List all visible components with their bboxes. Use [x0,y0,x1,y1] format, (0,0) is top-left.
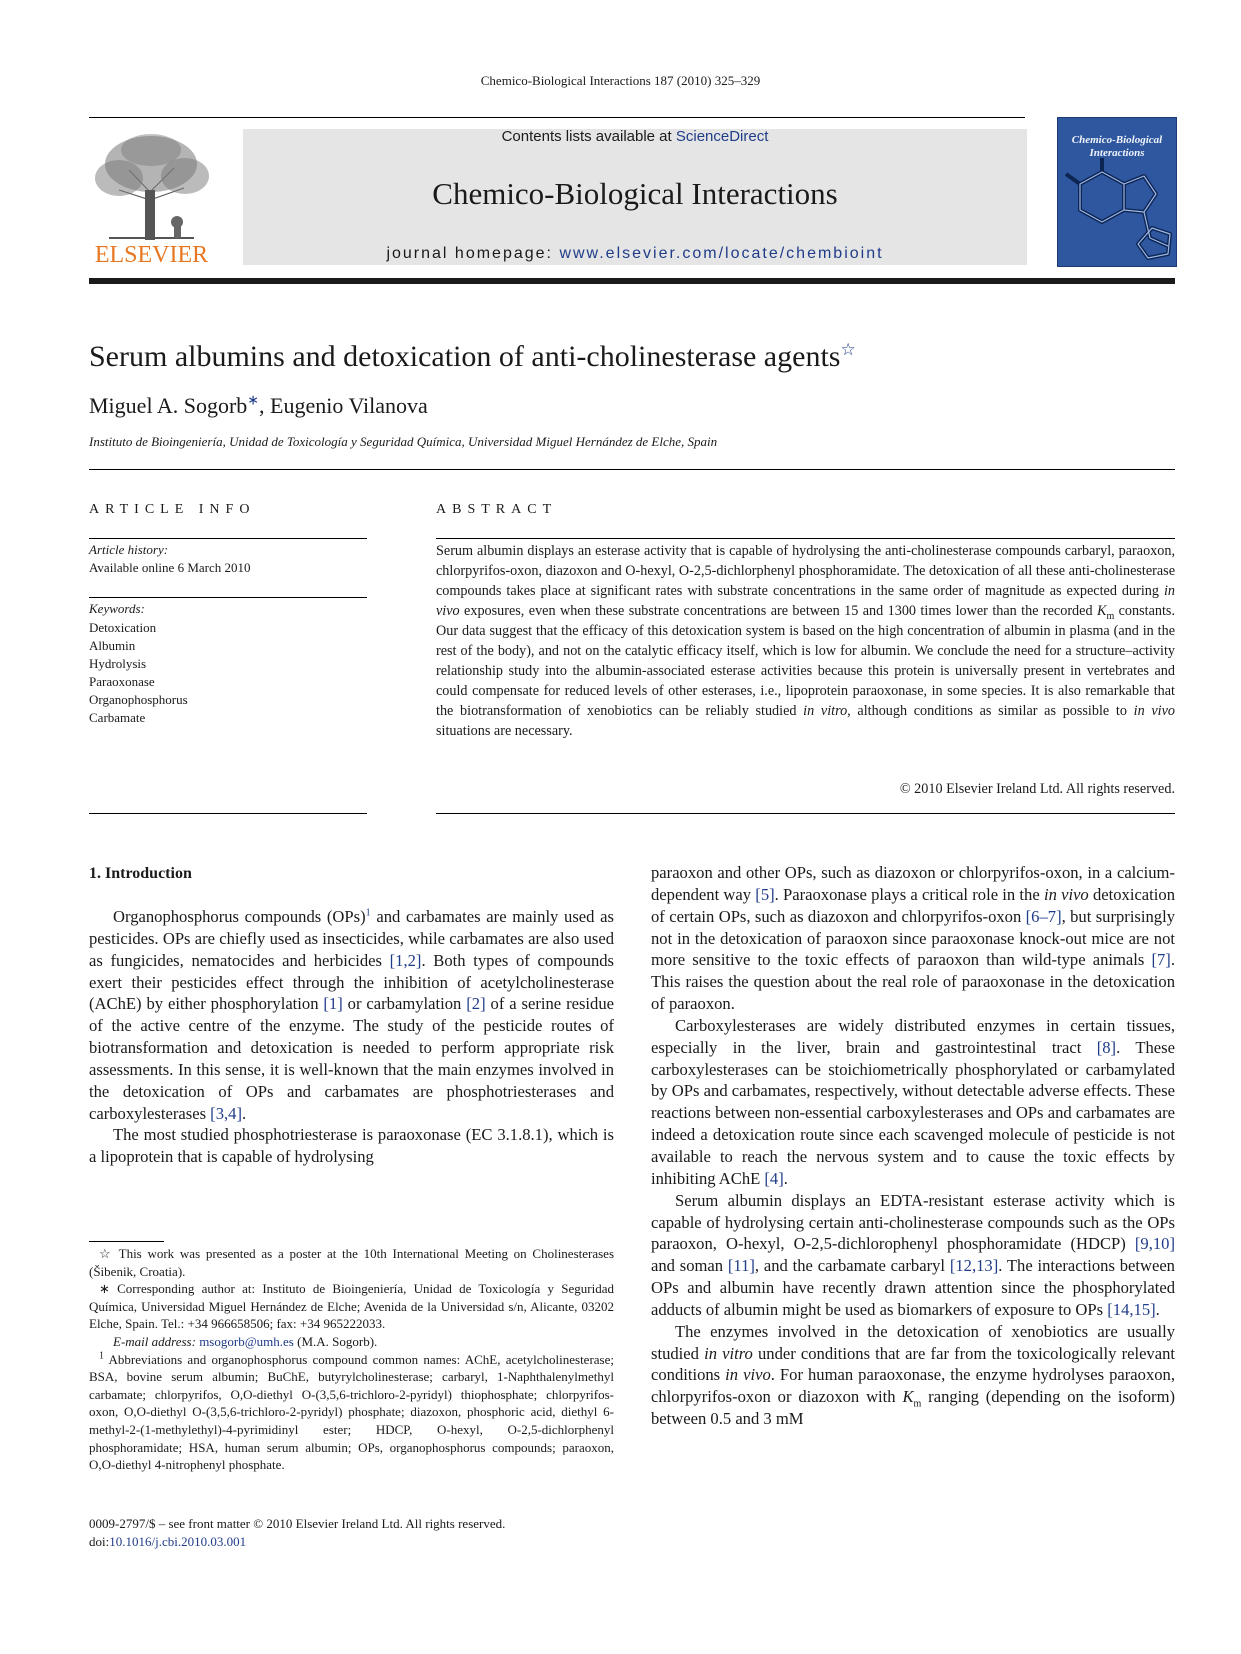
footnote-text: Corresponding author at: Instituto de Bioingeniería, Unidad de Toxicología y Seguridad Química, Universidad Miguel Hernández de Elche; Avenida de la Universidad s/n, Alicante, 03202 Elche, Spain. Tel.: +34 966658506; fax: +34 965222033. [89,1281,614,1332]
contents-line [243,128,1027,145]
citation-link[interactable]: [5] [755,884,775,904]
abstract-italic: in vivo [436,583,1175,619]
body-text: Carboxylesterases are widely distributed enzymes in certain tissues, especially in the liver, brain and gastrointestinal tract [651,1015,1175,1057]
author-2: Eugenio Vilanova [270,393,428,418]
footnote-ref[interactable]: 1 [365,907,371,919]
body-text: ranging (depending on the isoform) between 0.5 and 3 mM [651,1387,1176,1429]
body-text: . Both types of compounds exert their pesticides effect through the inhibition of acetylcholinesterase (AChE) by either phosphorylation [89,950,615,1014]
top-rule [89,117,1025,118]
body-text: and carbamates are mainly used as pesticides. OPs are chiefly used as insecticides, while carbamates are also used as fungicides, nematocides and herbicides [89,907,614,970]
keyword-item: Detoxication [89,620,157,635]
body-text: , but surprisingly not in the detoxication of paraoxon since paraoxonase knock-out mice are not more sensitive to the toxic effects of paraoxon than wild-type animals [651,906,1176,970]
citation-link[interactable]: [12,13] [949,1256,999,1276]
body-text: The enzymes involved in the detoxication of xenobiotics are usually studied [651,1321,1175,1363]
km-symbol: K [1096,603,1107,619]
article-info-heading: ARTICLE INFO [89,502,256,517]
title-footnote-star[interactable]: ☆ [840,340,856,359]
body-italic: in vivo [1043,884,1089,904]
front-matter-line: 0009-2797/$ – see front matter © 2010 Elsevier Ireland Ltd. All rights reserved. [89,1516,506,1531]
author-separator: , [259,393,271,418]
body-italic: in vivo [725,1365,771,1385]
body-text: Serum albumin displays an EDTA-resistant esterase activity which is capable of hydrolysing certain anti-cholinesterase compounds such as the OPs paraoxon, O-hexyl, O-2,5-dichlorophenyl phosphoramidate (HDCP) [651,1190,1175,1254]
footnote-rule [89,1241,164,1242]
citation-link[interactable]: [8] [1096,1037,1117,1057]
keyword-item: Paraoxonase [89,674,155,689]
keyword-item: Carbamate [89,710,146,725]
abstract-rule [436,538,1175,539]
email-link[interactable]: msogorb@umh.es [199,1333,294,1349]
corresponding-author-mark[interactable]: ∗ [247,393,260,409]
body-text: . [1155,1299,1160,1319]
citation-link[interactable]: [6–7] [1025,906,1062,926]
elsevier-logo[interactable] [89,130,214,272]
abstract-heading: ABSTRACT [436,502,558,517]
doi-label: doi: [89,1533,110,1549]
footnote-text: Abbreviations and organophosphorus compound common names: AChE, acetylcholinesterase; BSA, bovine serum albumin; BuChE, butyrylcholinesterase; carbaryl, 1-Naphthalenylmethyl carbamate; chlorpyrifos, O,O-diethyl O-(3,5,6-trichloro-2-pyridyl) thiophosphate; chlorpyrifos-oxon, O,O-diethyl O-(3,5,6-trichloro-2-pyridyl) phosphate; diazoxon, phosphoric acid, diethyl 6-methyl-2-(1-methylethyl)-4-pyrimidinyl ester; HDCP, O-hexyl, O-2,5-dichlorphenyl phosphoramidate; HSA, human serum albumin; OPs, organophosphorus compounds; paraoxon, O,O-diethyl 4-nitrophenyl phosphate. [89,1351,614,1473]
keyword-item: Albumin [89,638,136,653]
journal-name: Chemico-Biological Interactions [432,176,838,211]
body-text: detoxication of certain OPs, such as diazoxon and chlorpyrifos-oxon [651,884,1175,926]
footnote-asterisk-mark: ∗ [99,1281,110,1297]
right-paragraph-2 [651,1015,1175,1190]
intro-paragraph-2: The most studied phosphotriesterase is paraoxonase (EC 3.1.8.1), which is a lipoprotein that is capable of hydrolysing [89,1125,614,1167]
body-text: . For human paraoxonase, the enzyme hydrolyses paraoxon, chlorpyrifos-oxon or diazoxon with [651,1365,1175,1407]
footnote-corresponding [89,1280,614,1333]
body-text: or carbamylation [342,994,467,1014]
introduction-heading: 1. Introduction [89,865,192,882]
footnote-presentation [89,1245,614,1280]
abstract-text: situations are necessary. [436,723,573,739]
authors [89,393,428,419]
abstract-copyright: © 2010 Elsevier Ireland Ltd. All rights reserved. [899,781,1175,797]
left-column [89,906,614,1168]
doi-link[interactable]: 10.1016/j.cbi.2010.03.001 [109,1533,247,1549]
sciencedirect-link[interactable]: ScienceDirect [675,128,769,145]
citation-link[interactable]: [11] [727,1256,755,1276]
right-column [651,862,1175,1430]
body-text: . The interactions between OPs and albumin have recently drawn attention since the phosphorylated adducts of albumin might be used as biomarkers of exposure to OPs [651,1256,1175,1319]
doi-line [89,1533,505,1551]
keyword-item: Hydrolysis [89,656,147,671]
body-italic: in vitro [704,1343,753,1363]
body-text: . [241,1103,247,1123]
homepage-prefix: journal homepage: [386,245,560,262]
footnote-star-mark: ☆ [99,1246,114,1261]
intro-paragraph-1 [89,906,614,1124]
elsevier-tree-icon [89,130,214,242]
article-info-rule [89,538,367,539]
article-history-value: Available online 6 March 2010 [89,560,251,575]
right-paragraph-3 [651,1190,1175,1321]
body-text: . Paraoxonase plays a critical role in the [774,884,1044,904]
running-head: Chemico-Biological Interactions 187 (2010) 325–329 [480,73,761,88]
footnotes [89,1245,614,1474]
right-paragraph-4 [651,1321,1175,1430]
km-subscript: m [913,1398,922,1410]
body-text: of a serine residue of the active centre of the enzyme. The study of the pesticide routes of biotransformation and detoxication is needed to perform appropriate risk assessments. In this sense, it is well-known that the main enzymes involved in the detoxication of OPs and carbamates are phosphotriesterases and carboxylesterases [89,994,614,1123]
affiliation: Instituto de Bioingeniería, Unidad de Toxicología y Seguridad Química, Universidad Miguel Hernández de Elche, Spain [89,434,718,449]
email-label: E-mail address: [113,1333,200,1349]
molecule-structure-icon [1058,118,1176,266]
keywords-rule [89,597,367,598]
masthead-thick-rule [89,278,1175,284]
citation-link[interactable]: [7] [1151,950,1171,970]
abstract-bottom-rule [436,813,1175,814]
footnote-email [89,1333,614,1351]
right-paragraph-1 [651,862,1175,1015]
keywords-label: Keywords: [89,601,145,616]
citation-link[interactable]: [2] [466,994,486,1014]
body-text: under conditions that are far from the toxicologically relevant conditions [651,1343,1176,1385]
body-text: . [783,1168,788,1188]
footnote-abbreviations [89,1351,614,1474]
footnote-text: This work was presented as a poster at the 10th International Meeting on Cholinesterases (Šibenik, Croatia). [89,1246,615,1279]
elsevier-wordmark: ELSEVIER [94,242,209,268]
body-text: Organophosphorus compounds (OPs) [113,907,366,926]
km-symbol: K [902,1387,914,1407]
journal-cover[interactable] [1057,117,1177,267]
article-title [89,340,856,374]
citation-link[interactable]: [1,2] [389,950,422,970]
keyword-item: Organophosphorus [89,692,188,707]
contents-prefix: Contents lists available at [501,128,676,145]
article-title-text: Serum albumins and detoxication of anti-cholinesterase agents [89,340,841,373]
abstract-text: exposures, even when these substrate concentrations are between 15 and 1300 times lower than the recorded [459,603,1097,619]
affiliation-rule [89,469,1175,470]
citation-link[interactable]: [4] [764,1168,784,1188]
homepage-link[interactable]: www.elsevier.com/locate/chembioint [559,245,884,262]
km-subscript: m [1106,610,1115,622]
body-text: paraoxon and other OPs, such as diazoxon or chlorpyrifos-oxon, in a calcium-dependent way [651,863,1175,904]
homepage-line [243,245,1027,263]
citation-link[interactable]: [9,10] [1134,1234,1175,1254]
article-history-label: Article history: [89,542,169,557]
body-text: . These carboxylesterases can be stoichiometrically phosphorylated or carbamylated by OPs and carbamates, respectively, without detectable adverse effects. These reactions between non-essential carboxylesterases and OPs and carbamates are indeed a detoxication route since each scavenged molecule of pesticide is not available to reach the nervous system and to cause the toxic effects by inhibiting AChE [651,1037,1175,1188]
abstract-italic: in vivo [1133,703,1175,719]
abstract-body [436,541,1175,741]
article-info-bottom-rule [89,813,367,814]
citation-link[interactable]: [14,15] [1107,1299,1156,1319]
cover-title-line-2: Interactions [1089,147,1145,159]
abstract-italic: in vitro [803,703,848,719]
cover-title-line-1: Chemico-Biological [1071,134,1163,146]
abstract-text: , although conditions as similar as possible to [847,703,1134,719]
footnote-number-mark: 1 [99,1350,104,1362]
body-text: and soman [651,1256,728,1276]
abstract-text: Serum albumin displays an esterase activity that is capable of hydrolysing the anti-cholinesterase compounds carbaryl, paraoxon, chlorpyrifos-oxon, diazoxon and O-hexyl, O-2,5-dichlorphenyl phosphoramidate. The detoxication of all these anti-cholinesterase compounds takes place at significant rates with substrate concentrations in the same order of magnitude as expected during [436,543,1175,599]
keywords-list [89,619,188,727]
citation-link[interactable]: [3,4] [210,1103,242,1123]
abstract-text: constants. Our data suggest that the efficacy of this detoxication system is based on the high concentration of albumin in plasma (and in the rest of the body), and not on the catalytic efficacy itself, which is low for albumin. We conclude the need for a structure–activity relationship study into the albumin-associated esterase activities because this protein is universally present in vertebrates and could compensate for reduced levels of other esterases, i.e., lipoprotein paraoxonase, in some species. It is also remarkable that the biotransformation of xenobiotics can be reliably studied [436,603,1175,719]
citation-link[interactable]: [1] [323,994,343,1014]
body-text: . This raises the question about the real role of paraoxonase in the detoxication of paraoxon. [651,950,1175,1014]
author-1: Miguel A. Sogorb [89,393,248,418]
front-matter [89,1515,505,1550]
body-text: , and the carbamate carbaryl [754,1256,950,1276]
footnote-text: (M.A. Sogorb). [293,1333,378,1349]
